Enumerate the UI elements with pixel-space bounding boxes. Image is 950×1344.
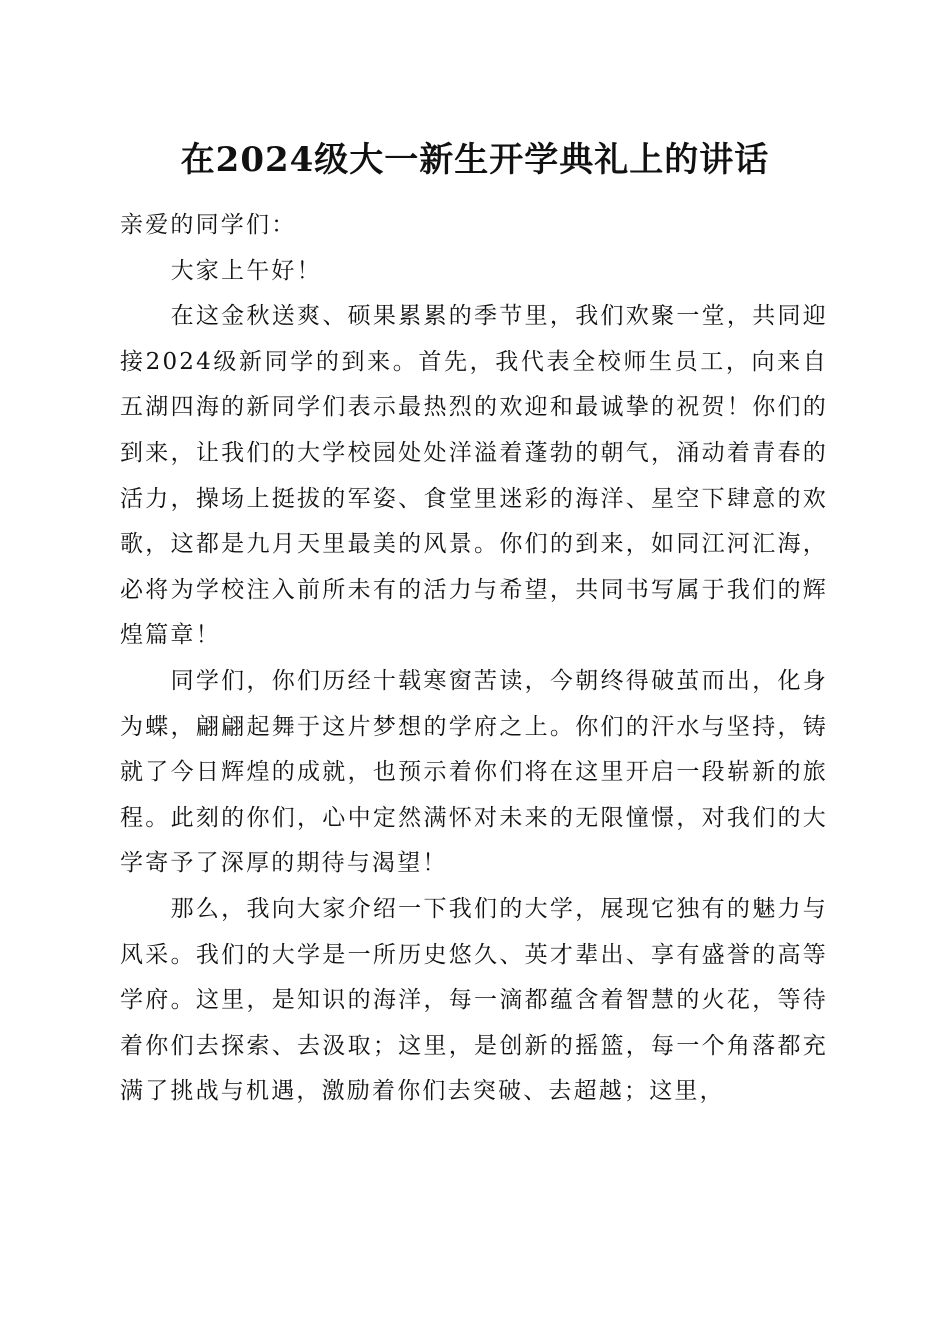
paragraph-1: 在这金秋送爽、硕果累累的季节里，我们欢聚一堂，共同迎接2024级新同学的到来。首先，我代表全校师生员工，向来自五湖四海的新同学们表示最热烈的欢迎和最诚挚的祝贺！你们的到来，让我们的大学校园处处洋溢着蓬勃的朝气，涌动着青春的活力，操场上挺拔的军姿、食堂里迷彩的海洋、星空下肆意的欢歌，这都是九月天里最美的风景。你们的到来，如同江河汇海，必将为学校注入前所未有的活力与希望，共同书写属于我们的辉煌篇章！ <box>120 303 828 649</box>
paragraph-3: 那么，我向大家介绍一下我们的大学，展现它独有的魅力与风采。我们的大学是一所历史悠久、英才辈出、享有盛誉的高等学府。这里，是知识的海洋，每一滴都蕴含着智慧的火花，等待着你们去探索、去汲取；这里，是创新的摇篮，每一个角落都充满了挑战与机遇，激励着你们去突破、去超越；这里， <box>120 895 828 1105</box>
document-body <box>120 203 828 1115</box>
greeting: 大家上午好！ <box>170 257 322 284</box>
document-title: 在2024级大一新生开学典礼上的讲话 <box>180 140 770 180</box>
paragraph-2: 同学们，你们历经十载寒窗苦读，今朝终得破茧而出，化身为蝶，翩翩起舞于这片梦想的学府之上。你们的汗水与坚持，铸就了今日辉煌的成就，也预示着你们将在这里开启一段崭新的旅程。此刻的你们，心中定然满怀对未来的无限憧憬，对我们的大学寄予了深厚的期待与渴望！ <box>120 667 828 877</box>
salutation: 亲爱的同学们： <box>120 212 297 238</box>
